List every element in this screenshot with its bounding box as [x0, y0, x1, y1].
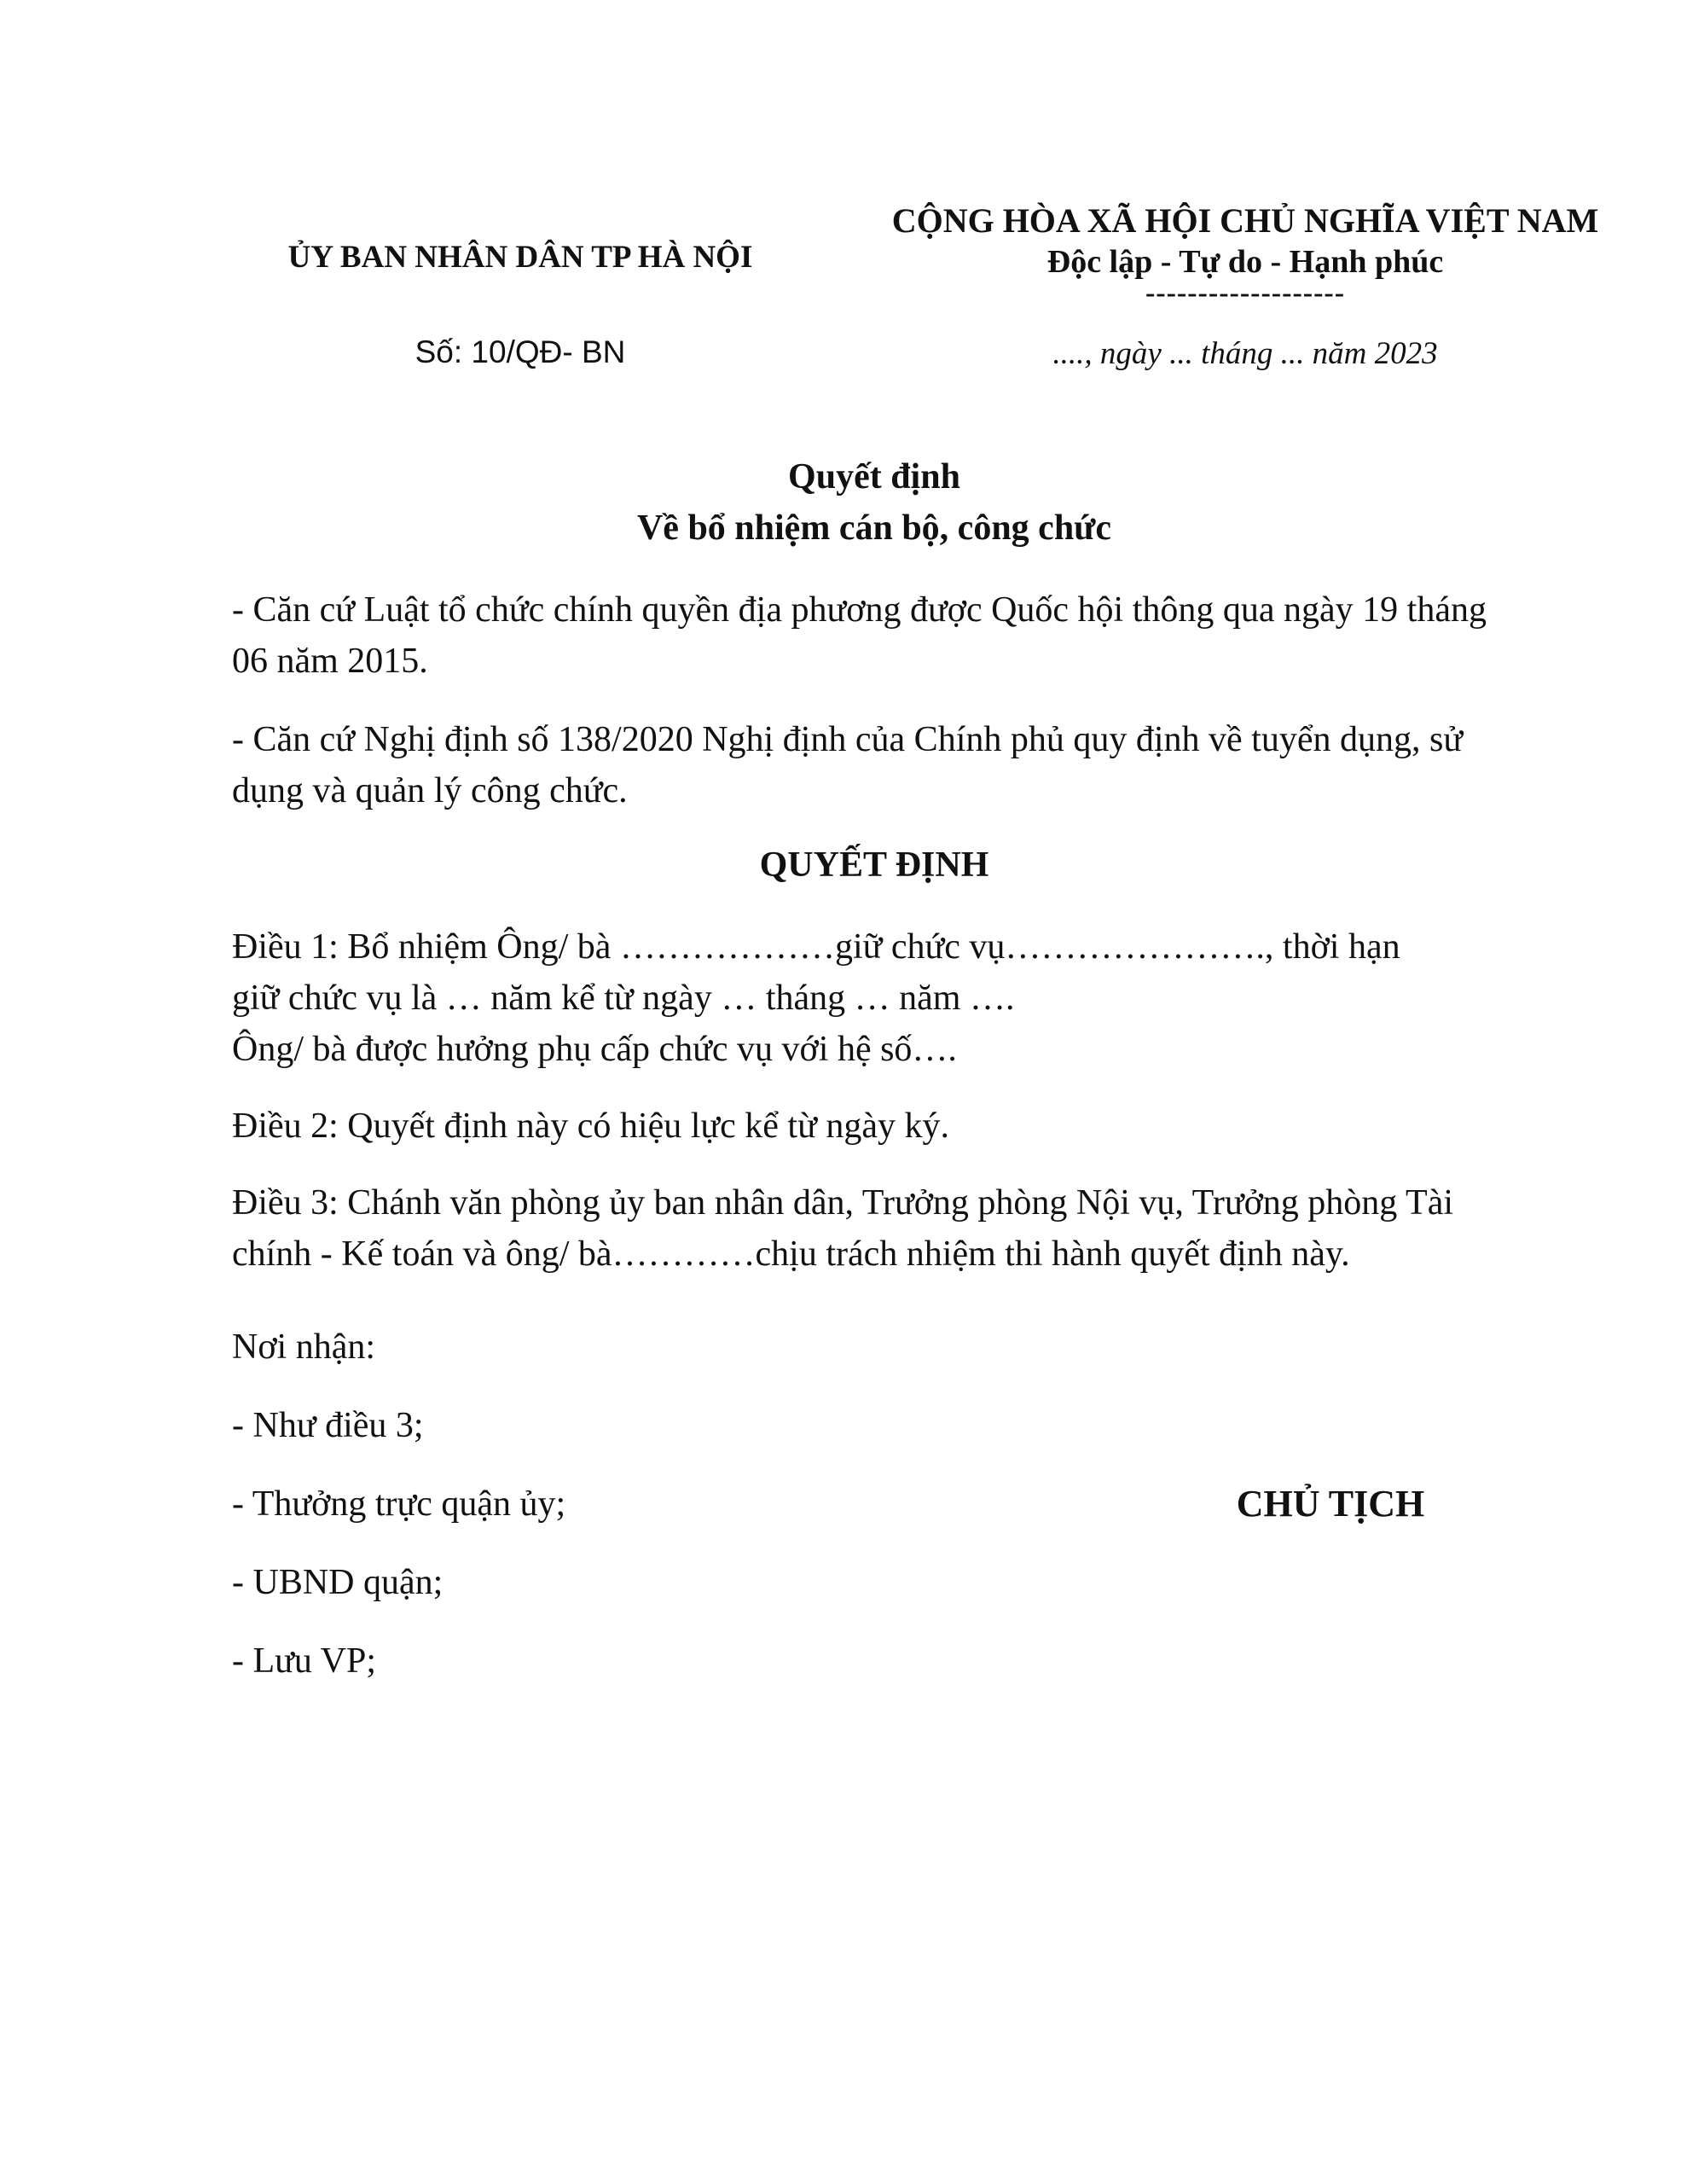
signatory-title: CHỦ TỊCH [1236, 1483, 1425, 1525]
place-date: ...., ngày ... tháng ... năm 2023 [1052, 336, 1438, 371]
issuing-agency: ỦY BAN NHÂN DÂN TP HÀ NỘI [287, 240, 753, 275]
legal-basis-2: - Căn cứ Nghị định số 138/2020 Nghị định của Chính phủ quy định về tuyển dụng, sử dụng và quản lý công chức. [232, 720, 1464, 810]
article-3: Điều 3: Chánh văn phòng ủy ban nhân dân, Trưởng phòng Nội vụ, Trưởng phòng Tài chính - Kế toán và ông/ bà…………chịu trách nhiệm thi hành quyết định này. [232, 1183, 1453, 1274]
document-subject: Về bổ nhiệm cán bộ, công chức [636, 508, 1112, 548]
decision-heading: QUYẾT ĐỊNH [759, 845, 989, 885]
recipients-title: Nơi nhận: [232, 1327, 376, 1367]
country-name: CỘNG HÒA XÃ HỘI CHỦ NGHĨA VIỆT NAM [891, 201, 1599, 240]
article-1 [232, 921, 1528, 1075]
article-2: Điều 2: Quyết định này có hiệu lực kể từ ngày ký. [232, 1107, 950, 1146]
article-1-line-2: giữ chức vụ là … năm kể từ ngày … tháng … năm …. [232, 979, 1015, 1018]
recipient-item: - Như điều 3; [232, 1406, 424, 1445]
legal-basis-1: - Căn cứ Luật tổ chức chính quyền địa phương được Quốc hội thông qua ngày 19 tháng 06 năm 2015. [232, 590, 1487, 681]
document-title: Quyết định [788, 457, 960, 497]
header-separator: ------------------- [1145, 277, 1346, 309]
article-1-line-3: Ông/ bà được hưởng phụ cấp chức vụ với hệ số…. [232, 1030, 957, 1069]
recipient-item: - UBND quận; [232, 1563, 443, 1602]
national-motto: Độc lập - Tự do - Hạnh phúc [1046, 244, 1444, 280]
recipient-item: - Thưởng trực quận ủy; [232, 1484, 566, 1524]
recipient-item: - Lưu VP; [232, 1641, 377, 1681]
article-1-line-1: Điều 1: Bổ nhiệm Ông/ bà ………………giữ chức vụ…………………., thời hạn [232, 927, 1400, 967]
document-number: Số: 10/QĐ- BN [415, 334, 626, 369]
